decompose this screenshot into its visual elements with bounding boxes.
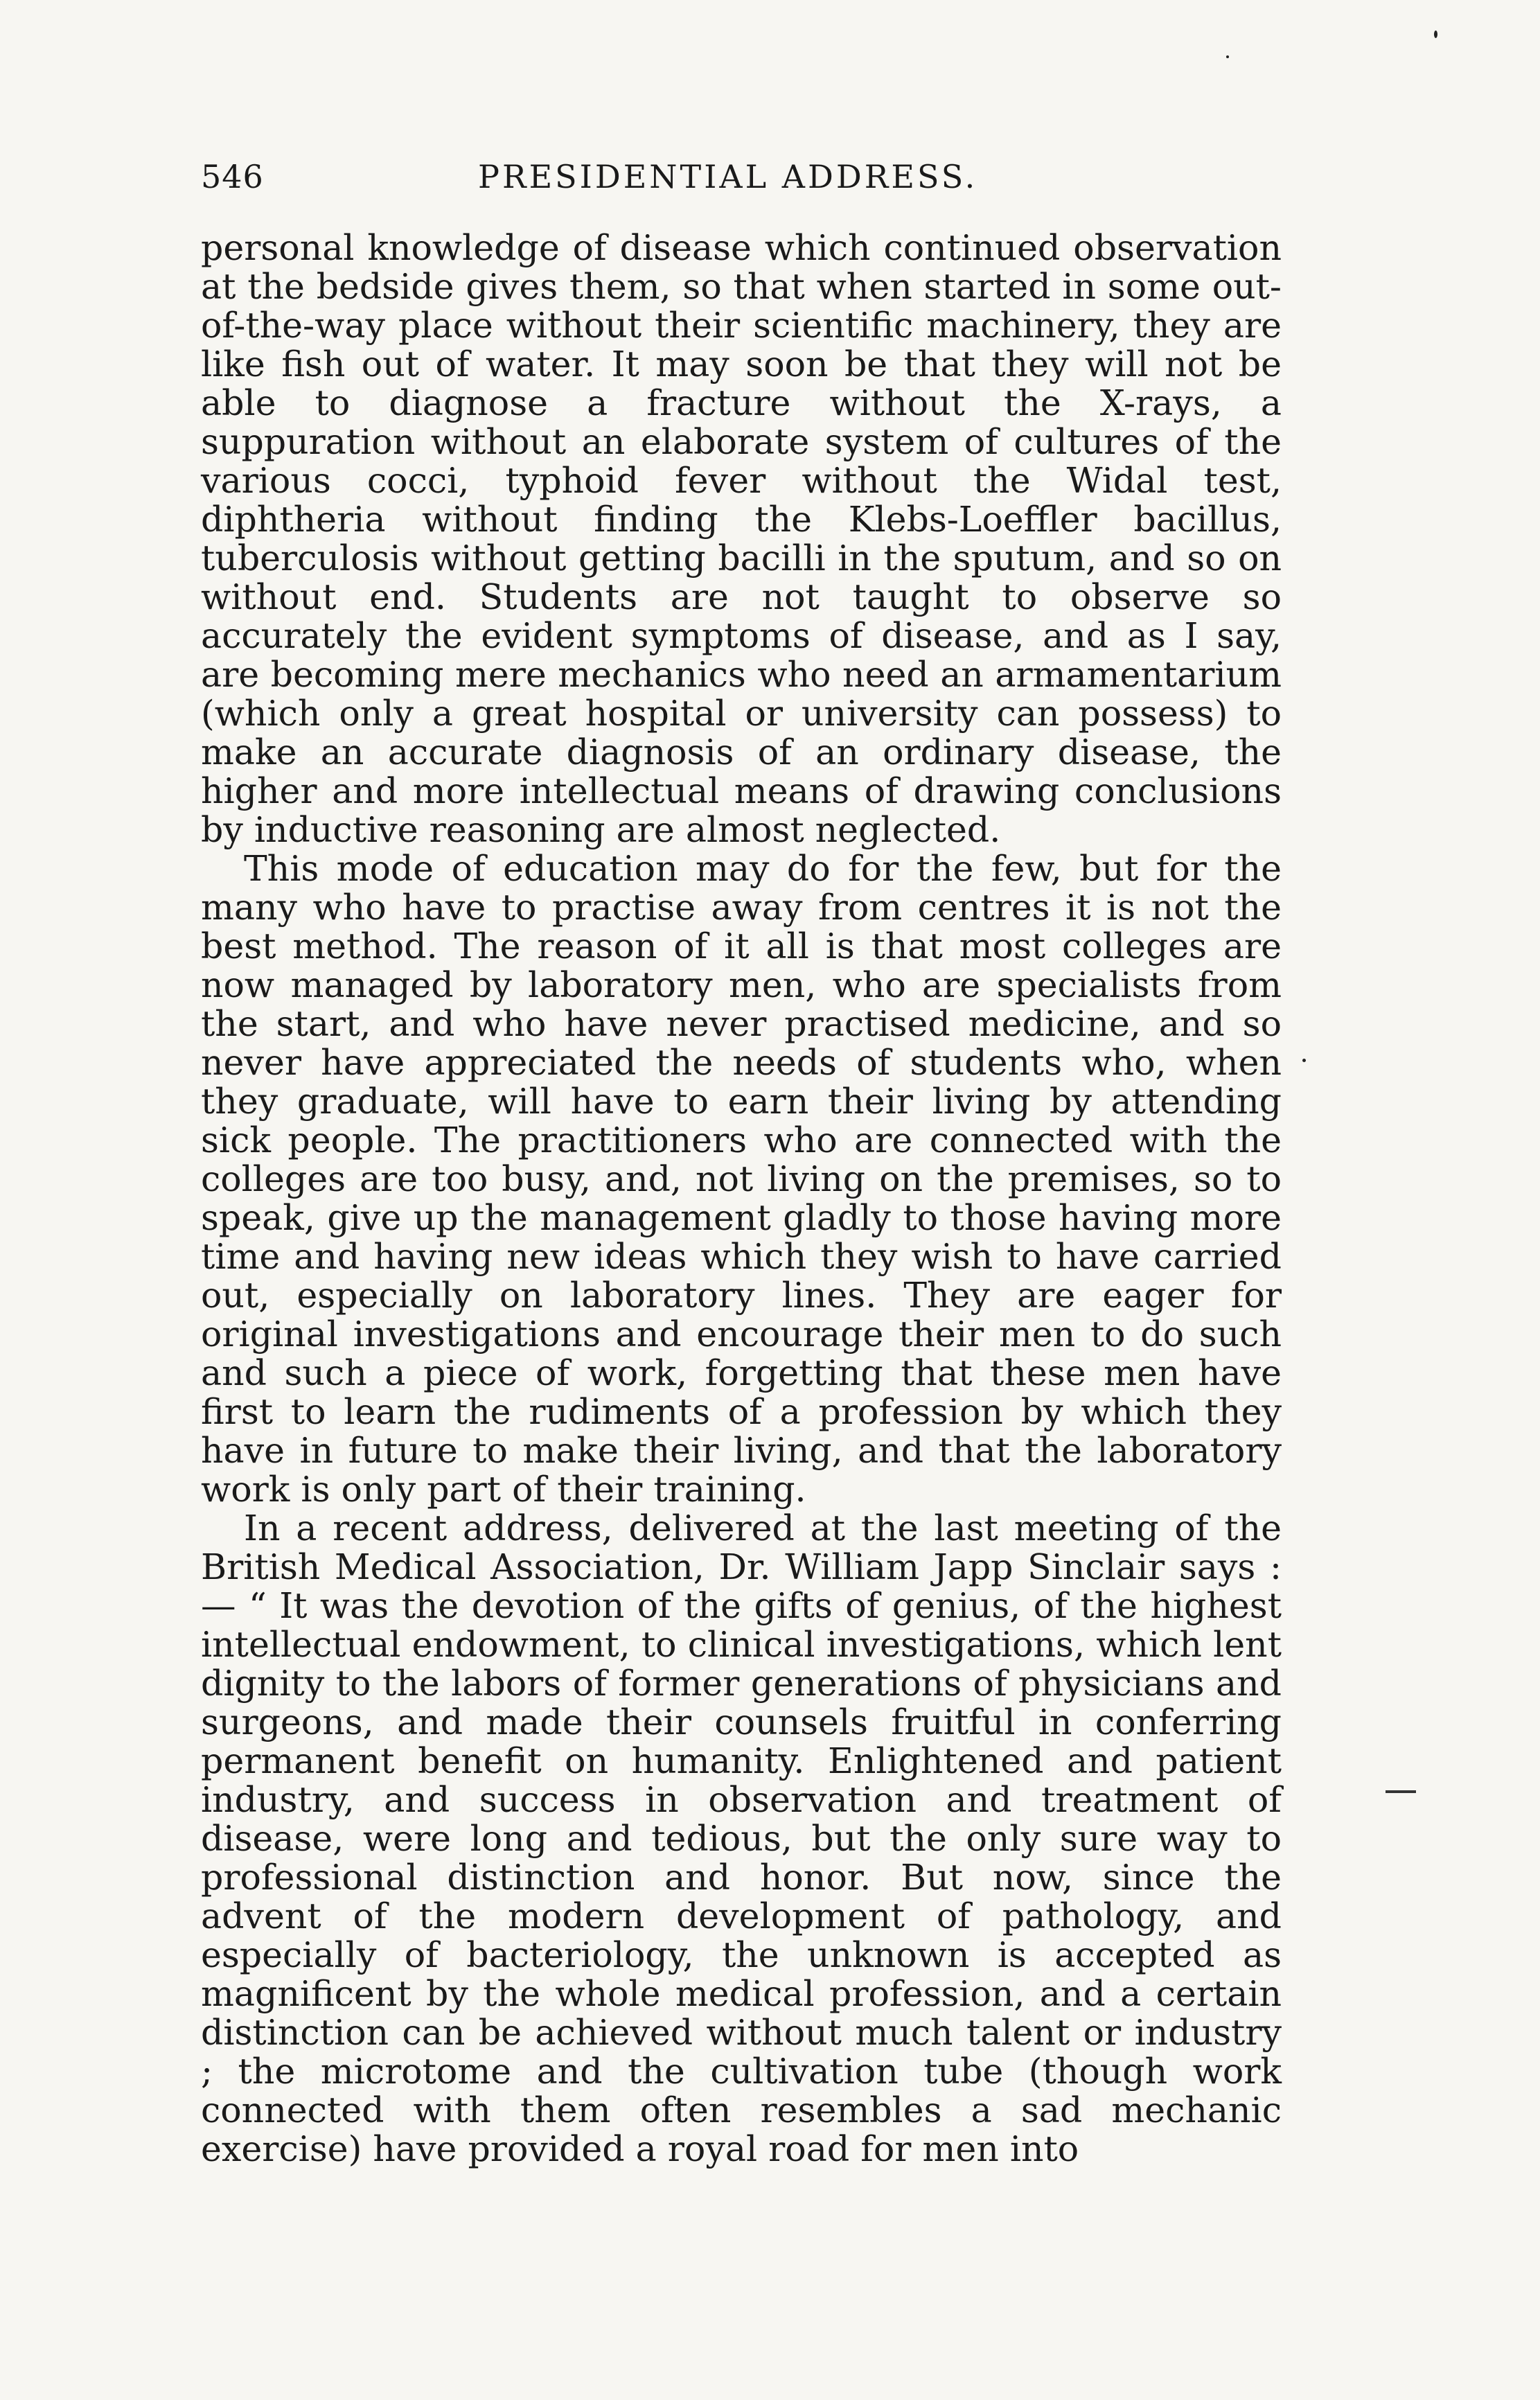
paragraph-3: In a recent address, delivered at the last meeting of the British Medical Association, Dr. William Japp Sinclair says :— “ It was the devotion of the gifts of genius, of the highest intellectual endowment, to clinical investigations, which lent dignity to the labors of former generations of physicians and surgeons, and made their counsels fruitful in conferring permanent benefit on humanity. Enlightened and patient industry, and success in observation and treatment of disease, were long and tedious, but the only sure way to professional distinction and honor. But now, since the advent of the modern development of pathology, and especially of bacteriology, the unknown is accepted as magnificent by the whole medical profession, and a certain distinction can be achieved without much talent or industry ; the microtome and the cultivation tube (though work connected with them often resembles a sad mechanic exercise) have provided a royal road for men into <box>201 1508 1282 2169</box>
ink-speck <box>1302 1059 1306 1062</box>
paragraph-2: This mode of education may do for the few, but for the many who have to practise away from centres it is not the best method. The reason of it all is that most colleges are now managed by laboratory men, who are specialists from the start, and who have never practised medicine, and so never have appreciated the needs of students who, when they graduate, will have to earn their living by attending sick people. The practitioners who are connected with the colleges are too busy, and, not living on the premises, so to speak, give up the management gladly to those having more time and having new ideas which they wish to have carried out, especially on laboratory lines. They are eager for original investigations and encourage their men to do such and such a piece of work, forgetting that these men have first to learn the rudiments of a profession by which they have in future to make their living, and that the laboratory work is only part of their training. <box>201 848 1282 1510</box>
ink-speck <box>1434 30 1437 38</box>
margin-dash-mark <box>1386 1790 1416 1793</box>
running-title: PRESIDENTIAL ADDRESS. <box>478 158 978 195</box>
paragraph-1: personal knowledge of disease which continued observation at the bedside gives them, so that when started in some out-of-the-way place without their scientific machinery, they are like fish out of water. It may soon be that they will not be able to diagnose a fracture without the X-rays, a suppuration without an elaborate system of cultures of the various cocci, typhoid fever without the Widal test, diphtheria without finding the Klebs-Loeffler bacillus, tuberculosis without getting bacilli in the sputum, and so on without end. Students are not taught to observe so accurately the evident symptoms of disease, and as I say, are becoming mere mechanics who need an armamentarium (which only a great hospital or university can possess) to make an accurate diagnosis of an ordinary disease, the higher and more intellectual means of drawing conclusions by inductive reasoning are almost neglected. <box>201 227 1282 850</box>
ink-speck <box>1226 55 1229 58</box>
page-number: 546 <box>201 158 264 195</box>
body-text <box>201 229 1282 2169</box>
